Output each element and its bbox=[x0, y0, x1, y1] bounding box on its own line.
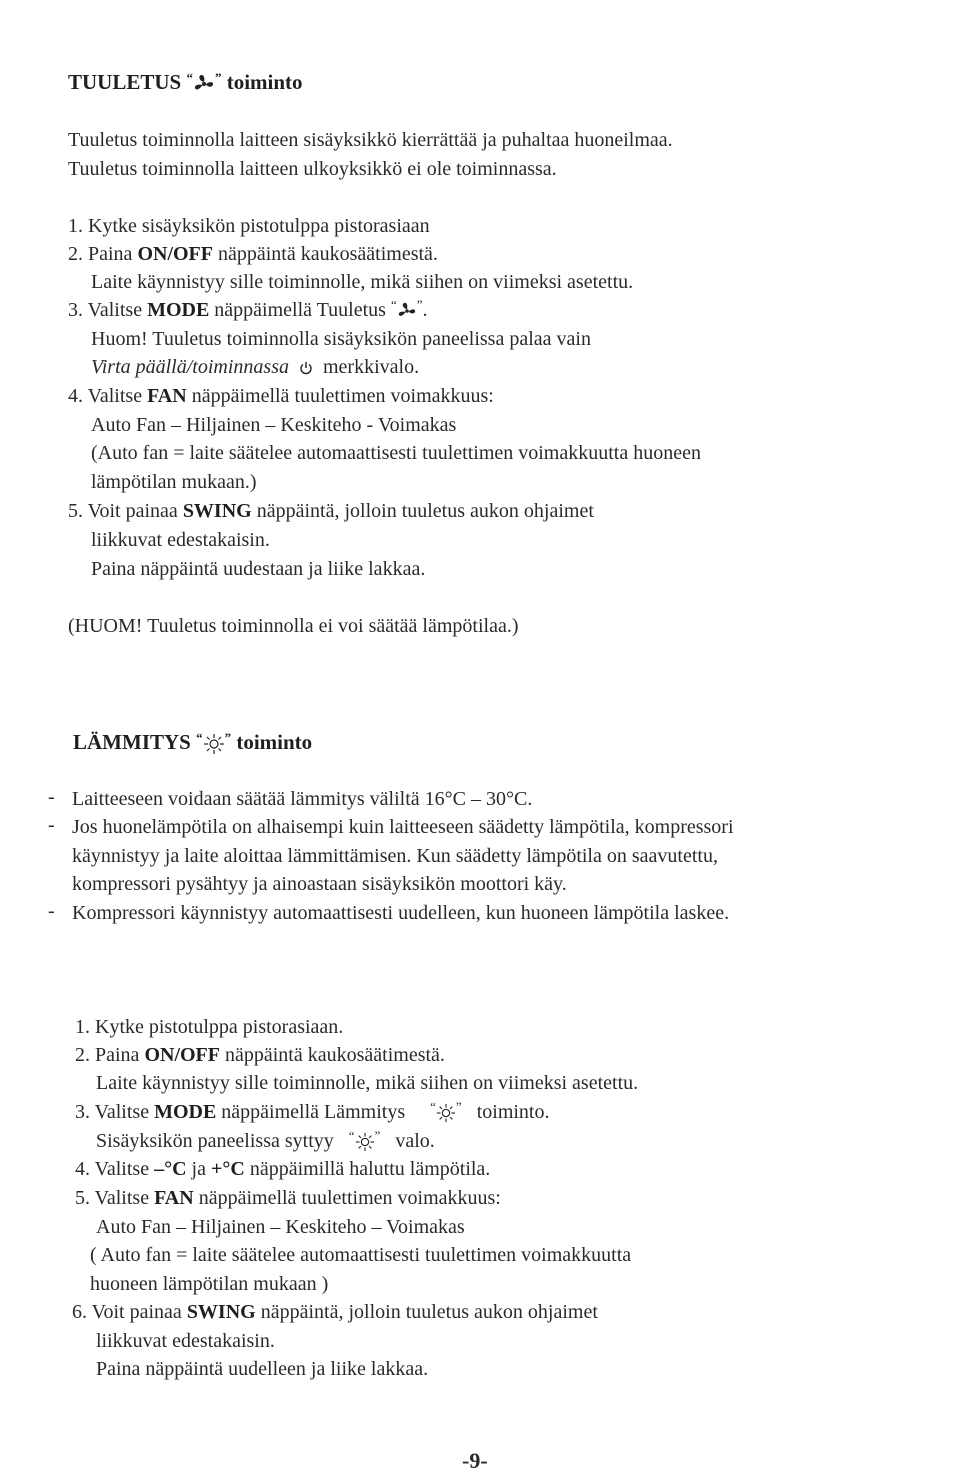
fan-step-2: 2. Paina ON/OFF näppäintä kaukosäätimestä. bbox=[68, 243, 438, 265]
heat-step-4: 4. Valitse –°C ja +°C näppäimillä haluttu lämpötila. bbox=[75, 1158, 491, 1180]
heat-bullet-1: Laitteeseen voidaan säätää lämmitys väliltä 16°C – 30°C. bbox=[72, 788, 533, 810]
heat-bullet-2-cont-2: kompressori pysähtyy ja ainoastaan sisäyksikön moottori käy. bbox=[72, 873, 567, 895]
heat-step-6-cont-1: liikkuvat edestakaisin. bbox=[96, 1330, 275, 1352]
fan-footnote: (HUOM! Tuuletus toiminnolla ei voi säätää lämpötilaa.) bbox=[68, 615, 519, 637]
bullet-dash: - bbox=[48, 786, 55, 808]
fan-note-line-1: Huom! Tuuletus toiminnolla sisäyksikön paneelissa palaa vain bbox=[91, 328, 591, 350]
heat-title-suffix: toiminto bbox=[236, 730, 313, 754]
page-number: -9- bbox=[462, 1448, 488, 1473]
fan-section-title: TUULETUS “ ” toiminto bbox=[68, 70, 303, 94]
fan-title-suffix: toiminto bbox=[226, 70, 303, 94]
heat-step-5-levels: Auto Fan – Hiljainen – Keskiteho – Voimakas bbox=[96, 1216, 465, 1238]
bullet-dash: - bbox=[48, 814, 55, 836]
fan-icon bbox=[193, 74, 215, 94]
heat-step-3: 3. Valitse MODE näppäimellä Lämmitys “ ” toiminto. bbox=[75, 1099, 550, 1123]
heat-step-6-cont-2: Paina näppäintä uudelleen ja liike lakkaa. bbox=[96, 1358, 429, 1380]
fan-step-5-cont-1: liikkuvat edestakaisin. bbox=[91, 529, 270, 551]
heat-bullet-2: Jos huonelämpötila on alhaisempi kuin laitteeseen säädetty lämpötila, kompressori bbox=[72, 816, 734, 838]
heat-step-3-cont: Sisäyksikön paneelissa syttyy “ ” valo. bbox=[96, 1128, 435, 1152]
fan-title-text: TUULETUS bbox=[68, 70, 182, 94]
heat-step-2: 2. Paina ON/OFF näppäintä kaukosäätimestä. bbox=[75, 1044, 445, 1066]
heat-title-text: LÄMMITYS bbox=[73, 730, 191, 754]
heat-step-5: 5. Valitse FAN näppäimellä tuulettimen voimakkuus: bbox=[75, 1187, 501, 1209]
power-icon bbox=[299, 361, 313, 375]
fan-step-5-cont-2: Paina näppäintä uudestaan ja liike lakkaa. bbox=[91, 558, 426, 580]
fan-icon bbox=[397, 302, 417, 320]
heat-bullet-2-cont-1: käynnistyy ja laite aloittaa lämmittämisen. Kun säädetty lämpötila on saavutettu, bbox=[72, 845, 718, 867]
fan-note-line-2: Virta päällä/toiminnassa merkkivalo. bbox=[91, 356, 420, 378]
fan-step-4-note-2: lämpötilan mukaan.) bbox=[91, 471, 257, 493]
heat-step-5-note-2: huoneen lämpötilan mukaan ) bbox=[90, 1273, 329, 1295]
fan-step-4-note-1: (Auto fan = laite säätelee automaattisesti tuulettimen voimakkuutta huoneen bbox=[91, 442, 701, 464]
sun-icon bbox=[436, 1103, 456, 1123]
fan-step-5: 5. Voit painaa SWING näppäintä, jolloin tuuletus aukon ohjaimet bbox=[68, 500, 594, 522]
fan-intro-line-2: Tuuletus toiminnolla laitteen ulkoyksikkö ei ole toiminnassa. bbox=[68, 158, 557, 180]
fan-step-3: 3. Valitse MODE näppäimellä Tuuletus “ ”. bbox=[68, 297, 428, 321]
heat-step-2-cont: Laite käynnistyy sille toiminnolle, mikä siihen on viimeksi asetettu. bbox=[96, 1072, 639, 1094]
heat-step-6: 6. Voit painaa SWING näppäintä, jolloin tuuletus aukon ohjaimet bbox=[72, 1301, 598, 1323]
fan-step-2-cont: Laite käynnistyy sille toiminnolle, mikä siihen on viimeksi asetettu. bbox=[91, 271, 634, 293]
heat-step-5-note-1: ( Auto fan = laite säätelee automaattisesti tuulettimen voimakkuutta bbox=[90, 1244, 632, 1266]
heat-section-title: LÄMMITYS “ ” toiminto bbox=[73, 730, 313, 754]
fan-step-4: 4. Valitse FAN näppäimellä tuulettimen voimakkuus: bbox=[68, 385, 494, 407]
fan-intro-line-1: Tuuletus toiminnolla laitteen sisäyksikkö kierrättää ja puhaltaa huoneilmaa. bbox=[68, 129, 673, 151]
heat-step-1: 1. Kytke pistotulppa pistorasiaan. bbox=[75, 1016, 344, 1038]
fan-step-4-levels: Auto Fan – Hiljainen – Keskiteho - Voimakas bbox=[91, 414, 457, 436]
bullet-dash: - bbox=[48, 900, 55, 922]
sun-icon bbox=[203, 733, 225, 755]
fan-step-1: 1. Kytke sisäyksikön pistotulppa pistorasiaan bbox=[68, 215, 430, 237]
heat-bullet-3: Kompressori käynnistyy automaattisesti uudelleen, kun huoneen lämpötila laskee. bbox=[72, 902, 730, 924]
sun-icon bbox=[355, 1132, 375, 1152]
